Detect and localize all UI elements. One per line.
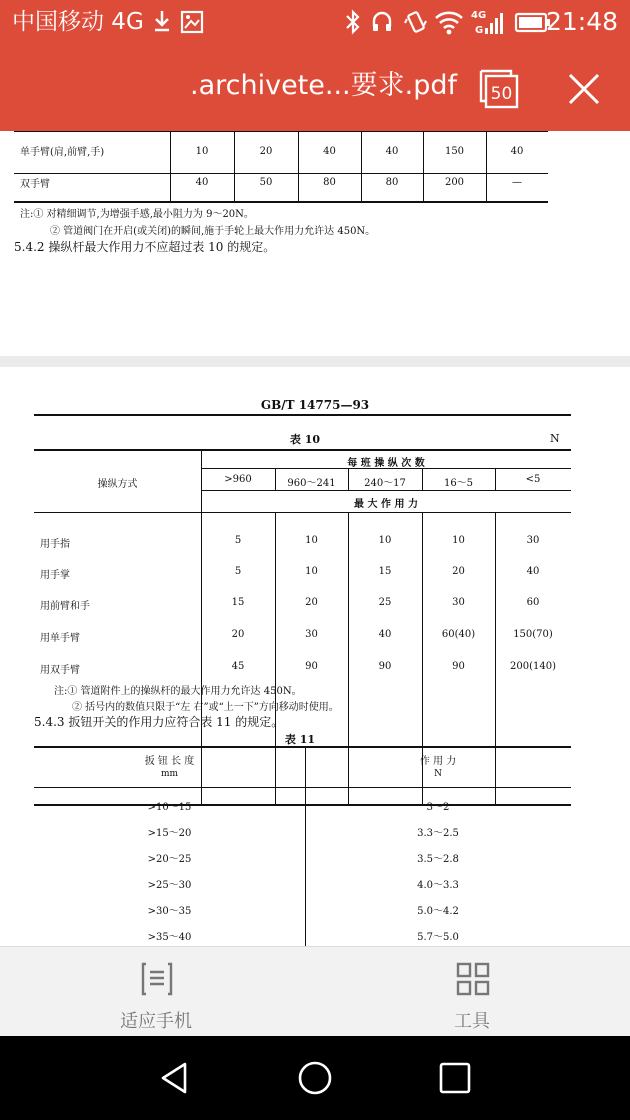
table-cell: 40 — [323, 146, 336, 157]
table-rule — [34, 787, 571, 788]
bottom-toolbar — [0, 946, 630, 1036]
table-rule — [34, 449, 571, 451]
table-rule — [201, 490, 571, 491]
headset-icon — [370, 8, 394, 36]
table-header: mm — [160, 769, 179, 779]
table-cell: 45 — [231, 661, 245, 672]
table-header: 最 大 作 用 力 — [354, 499, 418, 510]
close-icon — [566, 71, 602, 107]
table-cell: 30 — [452, 597, 465, 608]
table-cell: 10 — [305, 566, 318, 577]
table-cell: 90 — [378, 661, 392, 672]
grid-icon — [456, 961, 490, 997]
table-header: 960～241 — [287, 478, 336, 489]
table-rule — [14, 201, 548, 203]
table-header: >960 — [224, 474, 252, 485]
table-cell: 10 — [195, 146, 209, 157]
table-col-rule — [298, 131, 299, 201]
download-icon — [152, 8, 172, 36]
table-note: ② 括号内的数值只限于“左 右”或“上一下”方向移动时使用。 — [72, 702, 339, 713]
header-rule — [34, 414, 571, 416]
table-cell: 25 — [378, 597, 392, 608]
table-rule — [34, 746, 571, 748]
table-col-rule — [361, 131, 362, 201]
page-header: GB/T 14775—93 — [260, 398, 370, 412]
table-header: 16～5 — [443, 478, 474, 489]
table-row-label: 用前臂和手 — [40, 601, 90, 612]
table-cell: 20 — [305, 597, 318, 608]
table-row-label: 双手臂 — [20, 179, 50, 190]
signal-icon — [470, 8, 504, 36]
page-count-button[interactable] — [478, 68, 520, 110]
home-icon[interactable] — [295, 1058, 335, 1098]
table-cell: >10～15 — [147, 802, 192, 813]
table-cell: 40 — [378, 629, 392, 640]
table-header: <5 — [525, 474, 541, 485]
table-cell: 3～2 — [426, 802, 450, 813]
table-cell: 20 — [452, 566, 465, 577]
table-cell: 60 — [526, 597, 540, 608]
table-header: 作 用 力 — [419, 756, 457, 767]
fit-to-phone-button[interactable] — [56, 947, 256, 1037]
tools-label: 工具 — [454, 1011, 490, 1032]
document-title: .archivete...要求.pdf — [190, 70, 457, 101]
table-row-label: 单手臂(肩,前臂,手) — [20, 147, 105, 158]
table-header: 扳 钮 长 度 — [144, 756, 195, 767]
pdf-viewer[interactable] — [0, 131, 630, 946]
table-note: 注:① 管道附件上的操纵杆的最大作用力允许达 450N。 — [54, 686, 302, 697]
wifi-icon — [434, 8, 464, 36]
table-row-label: 用手掌 — [40, 570, 70, 581]
svg-text:4G: 4G — [471, 10, 487, 21]
table-header: 每 班 操 纵 次 数 — [347, 458, 425, 469]
table-cell: 15 — [231, 597, 245, 608]
image-icon — [180, 8, 204, 36]
table-cell: >20～25 — [147, 854, 192, 865]
table-cell: 200 — [444, 177, 465, 188]
table-caption: 表 10 — [289, 433, 321, 446]
table-cell: 90 — [452, 661, 465, 672]
table-cell: 30 — [305, 629, 318, 640]
table-cell: 80 — [385, 177, 399, 188]
table-cell: 50 — [259, 177, 273, 188]
table-cell: 40 — [385, 146, 399, 157]
table-cell: 80 — [323, 177, 336, 188]
close-button[interactable] — [566, 71, 602, 107]
table-cell: 150 — [444, 146, 465, 157]
bluetooth-icon — [344, 8, 362, 36]
table-cell: >30～35 — [147, 906, 192, 917]
pdf-page-2 — [0, 367, 630, 946]
table-row-label: 用双手臂 — [40, 665, 80, 676]
table-col-rule — [170, 131, 171, 201]
fit-to-phone-label: 适应手机 — [120, 1011, 192, 1032]
table-cell: 5.7～5.0 — [417, 932, 459, 943]
tools-button[interactable] — [372, 947, 572, 1037]
table-cell: 40 — [510, 146, 524, 157]
table-cell: 4.0～3.3 — [417, 880, 459, 891]
table-cell: 3.5～2.8 — [417, 854, 459, 865]
table-cell: 20 — [259, 146, 273, 157]
clause-text: 5.4.3 扳钮开关的作用力应符合表 11 的规定。 — [34, 715, 284, 729]
table-cell: 5 — [234, 566, 242, 577]
table-note: ② 管道阀门在开启(或关闭)的瞬间,施于手轮上最大作用力允许达 450N。 — [50, 226, 376, 237]
table-cell: 10 — [305, 535, 318, 546]
pages-icon — [478, 68, 520, 110]
table-row-label: 用单手臂 — [40, 633, 80, 644]
table-header: N — [434, 769, 442, 779]
table-col-rule — [486, 131, 487, 201]
page-count: 50 — [490, 84, 513, 104]
table-cell: 5.0～4.2 — [417, 906, 459, 917]
title-bar — [0, 45, 630, 131]
table-cell: 10 — [378, 535, 392, 546]
table-col-rule — [234, 131, 235, 201]
table-rule — [14, 131, 548, 132]
table-cell: >15～20 — [147, 828, 192, 839]
table-note: 注:① 对精细调节,为增强手感,最小阻力为 9～20N。 — [20, 209, 254, 220]
table-cell: — — [512, 177, 522, 188]
table-cell: >25～30 — [147, 880, 192, 891]
table-cell: 5 — [234, 535, 242, 546]
table-cell: 200(140) — [510, 661, 556, 672]
vibrate-icon — [404, 8, 428, 36]
table-caption: 表 11 — [284, 733, 316, 746]
table-header: 操纵方式 — [97, 479, 138, 490]
recents-icon[interactable] — [435, 1058, 475, 1098]
table-cell: 3.3～2.5 — [417, 828, 459, 839]
clock: 21:48 — [545, 7, 618, 36]
table-row-label: 用手指 — [40, 539, 70, 550]
table-cell: 40 — [195, 177, 209, 188]
table-unit: N — [550, 432, 560, 445]
table-cell: >35～40 — [147, 932, 192, 943]
table-rule — [34, 512, 571, 513]
table-rule — [14, 173, 548, 174]
table-cell: 40 — [526, 566, 540, 577]
document-list-icon — [140, 961, 174, 997]
table-col-rule — [423, 131, 424, 201]
pdf-page-1 — [0, 131, 630, 356]
table-cell: 150(70) — [513, 629, 553, 640]
navigation-bar — [0, 1036, 630, 1120]
table-header: 240～17 — [364, 478, 406, 489]
status-bar — [0, 0, 630, 45]
back-icon[interactable] — [155, 1058, 195, 1098]
table-cell: 20 — [231, 629, 245, 640]
carrier-label: 中国移动 4G — [12, 9, 144, 35]
table-cell: 30 — [526, 535, 540, 546]
svg-text:G: G — [475, 25, 484, 36]
table-cell: 60(40) — [441, 629, 476, 640]
table-cell: 15 — [378, 566, 392, 577]
table-cell: 10 — [452, 535, 465, 546]
table-cell: 90 — [305, 661, 318, 672]
clause-text: 5.4.2 操纵杆最大作用力不应超过表 10 的规定。 — [14, 240, 276, 254]
